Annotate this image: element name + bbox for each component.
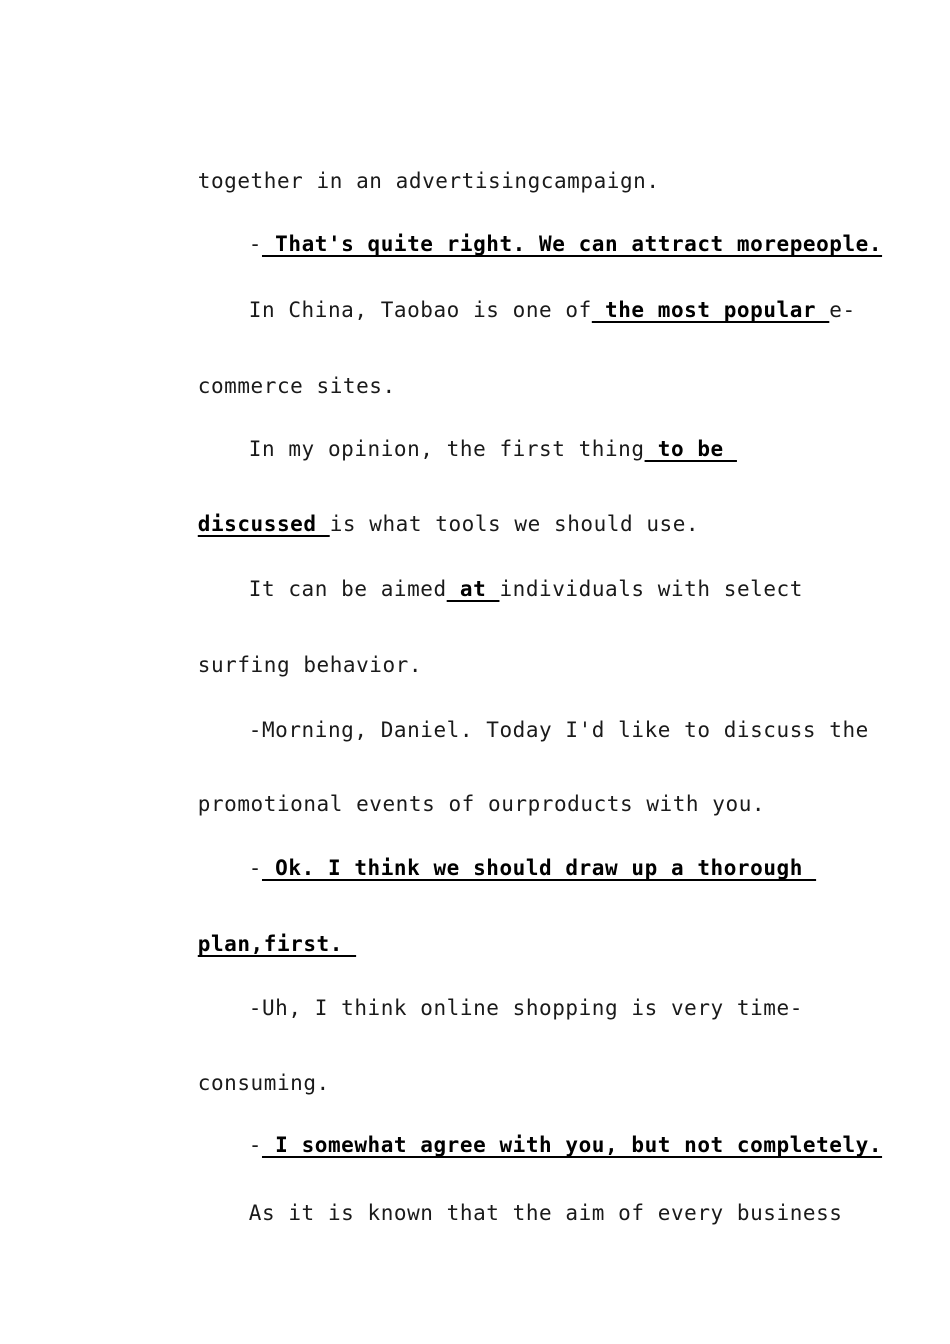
answer-line [196, 826, 816, 910]
line-text: promotional events of ourproducts with you. [197, 792, 766, 816]
filled-answer: That's quite right. We can attract morepeople. [261, 232, 883, 256]
dash: - [248, 1133, 262, 1157]
line-text: individuals with select [499, 577, 803, 601]
line-text: commerce sites. [197, 374, 396, 398]
filled-answer: Ok. I think we should draw up a thorough [261, 856, 817, 880]
line-text: consuming. [197, 1071, 330, 1095]
filled-answer: to be [644, 437, 737, 461]
line-text: together in an advertisingcampaign. [197, 169, 660, 193]
text-line [196, 1171, 842, 1255]
line-text: surfing behavior. [197, 653, 423, 677]
text-line [196, 407, 737, 491]
text-line [196, 268, 856, 352]
text-line [196, 966, 803, 1050]
dash: - [248, 856, 262, 880]
line-text: -Uh, I think online shopping is very time- [248, 996, 803, 1020]
line-text: As it is known that the aim of every business [248, 1201, 843, 1225]
filled-answer: the most popular [591, 298, 830, 322]
filled-answer: I somewhat agree with you, but not completely. [261, 1133, 883, 1157]
dash: - [248, 232, 262, 256]
line-text: -Morning, Daniel. Today I'd like to discuss the [248, 718, 869, 742]
line-text: It can be aimed [248, 577, 447, 601]
line-text: is what tools we should use. [329, 512, 700, 536]
line-text: In my opinion, the first thing [248, 437, 645, 461]
filled-answer: at [446, 577, 500, 601]
line-text: e- [829, 298, 856, 322]
text-line [196, 547, 803, 631]
text-line [196, 688, 869, 772]
line-text: In China, Taobao is one of [248, 298, 592, 322]
filled-answer: plan,first. [197, 932, 357, 956]
filled-answer: discussed [197, 512, 330, 536]
